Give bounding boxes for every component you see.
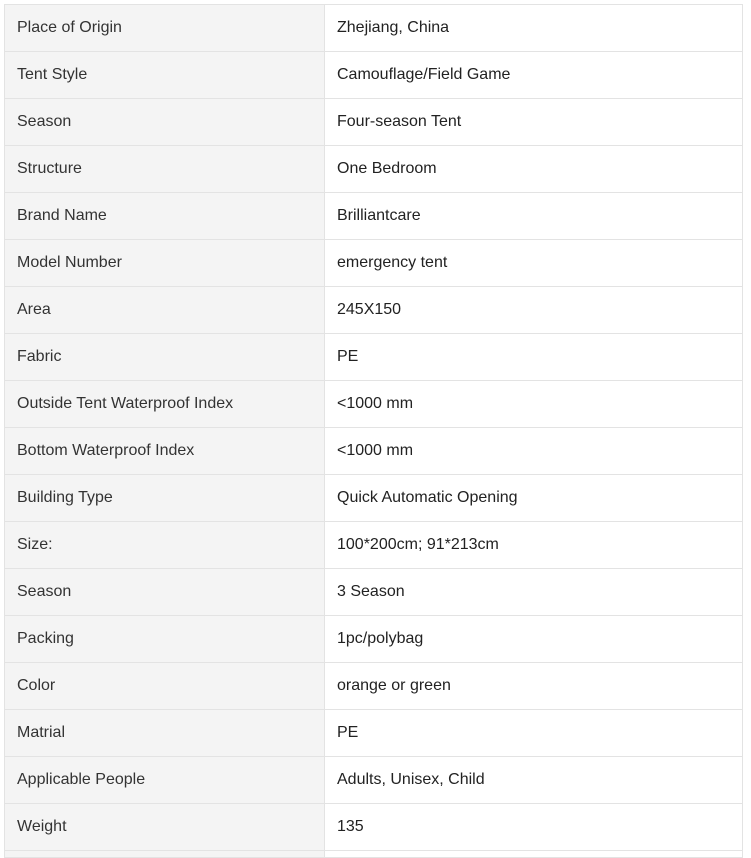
table-row [5,99,743,146]
table-row [5,663,743,710]
spec-label: Weight [5,804,325,851]
spec-label-cut-off [5,851,325,858]
spec-value: Brilliantcare [325,193,743,240]
table-row [5,287,743,334]
spec-label: Brand Name [5,193,325,240]
spec-value: 100*200cm; 91*213cm [325,522,743,569]
spec-label: Building Type [5,475,325,522]
spec-label: Applicable People [5,757,325,804]
table-row [5,522,743,569]
spec-label: Area [5,287,325,334]
spec-label: Packing [5,616,325,663]
table-row [5,146,743,193]
spec-label: Season [5,569,325,616]
spec-value: PE [325,334,743,381]
spec-value: 135 [325,804,743,851]
table-row [5,334,743,381]
spec-label: Matrial [5,710,325,757]
spec-value-cut-off [325,851,743,858]
spec-value: 1pc/polybag [325,616,743,663]
spec-value: Zhejiang, China [325,5,743,52]
spec-value: 3 Season [325,569,743,616]
spec-value: Four-season Tent [325,99,743,146]
product-spec-table [4,4,743,858]
table-row [5,710,743,757]
table-row [5,616,743,663]
spec-label: Fabric [5,334,325,381]
table-row [5,428,743,475]
table-row [5,240,743,287]
table-row [5,804,743,851]
spec-value: 245X150 [325,287,743,334]
spec-label: Place of Origin [5,5,325,52]
spec-label: Bottom Waterproof Index [5,428,325,475]
spec-value: One Bedroom [325,146,743,193]
table-row [5,569,743,616]
spec-label: Color [5,663,325,710]
spec-label: Model Number [5,240,325,287]
spec-value: Adults, Unisex, Child [325,757,743,804]
spec-value: Quick Automatic Opening [325,475,743,522]
table-row [5,475,743,522]
table-row [5,5,743,52]
table-row [5,193,743,240]
table-row-cut-off [5,851,743,858]
spec-value: <1000 mm [325,428,743,475]
table-row [5,757,743,804]
spec-table-body [5,5,743,858]
spec-label: Outside Tent Waterproof Index [5,381,325,428]
spec-value: PE [325,710,743,757]
spec-table-container [4,4,743,858]
spec-label: Size: [5,522,325,569]
table-row [5,381,743,428]
spec-value: emergency tent [325,240,743,287]
table-row [5,52,743,99]
spec-value: orange or green [325,663,743,710]
spec-label: Season [5,99,325,146]
spec-label: Tent Style [5,52,325,99]
spec-label: Structure [5,146,325,193]
spec-value: <1000 mm [325,381,743,428]
spec-value: Camouflage/Field Game [325,52,743,99]
